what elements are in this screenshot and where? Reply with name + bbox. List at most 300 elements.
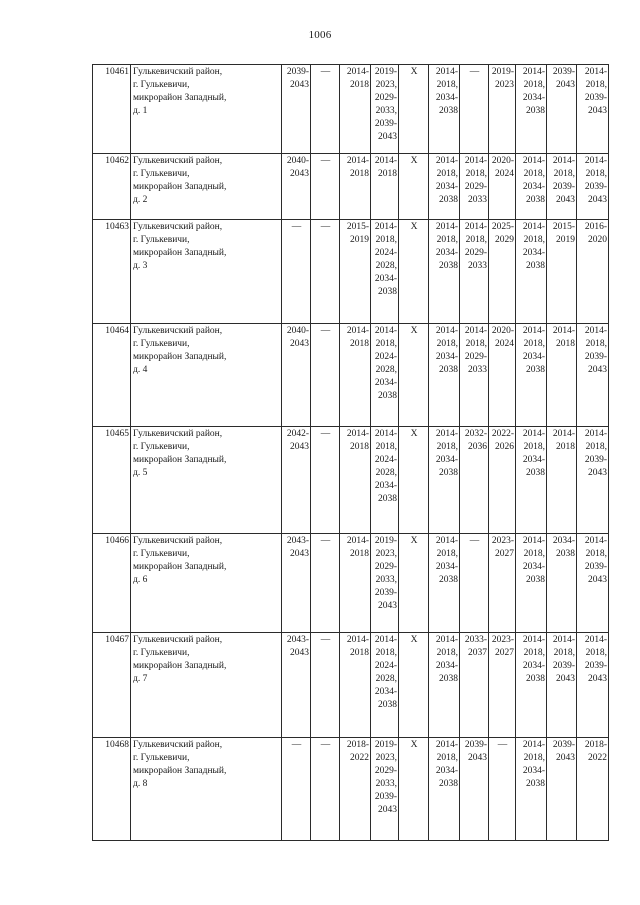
work-period-line: 2033- <box>464 635 487 645</box>
work-period-cell <box>371 324 399 427</box>
work-period-line: 2038 <box>526 261 545 271</box>
table-row <box>93 154 609 220</box>
work-period-line: 2019- <box>374 536 397 546</box>
address-line: Гулькевичский район, <box>133 536 223 546</box>
work-period-line: 2014- <box>522 326 545 336</box>
work-period-cell <box>340 220 371 324</box>
work-period-cell <box>340 65 371 154</box>
work-period-line: 2034- <box>435 352 458 362</box>
work-period-line: 2022 <box>350 753 369 763</box>
work-period-line: 2027 <box>495 648 514 658</box>
work-period-cell <box>429 324 460 427</box>
address-line: Гулькевичский район, <box>133 429 223 439</box>
address-line: микрорайон Западный, <box>133 455 227 465</box>
work-period-cell <box>371 427 399 534</box>
work-period-cell <box>489 534 516 633</box>
work-period-line: 2018 <box>350 648 369 658</box>
address-cell <box>131 220 282 324</box>
work-period-cell <box>547 154 577 220</box>
work-period-line: 2018, <box>585 549 607 559</box>
work-period-line: 2028, <box>375 674 397 684</box>
work-period-line: 2018, <box>523 339 545 349</box>
work-period-line: 2024- <box>374 455 397 465</box>
work-period-cell <box>311 65 340 154</box>
address-line: д. 7 <box>133 674 148 684</box>
work-period-line: 2018 <box>556 339 575 349</box>
work-period-line: 2029- <box>464 248 487 258</box>
work-period-line: 2018, <box>523 169 545 179</box>
work-period-line: 2024- <box>374 248 397 258</box>
work-period-cell <box>516 633 547 738</box>
work-period-line: — <box>291 740 302 750</box>
work-period-cell <box>516 427 547 534</box>
record-number-cell: 10468 <box>93 738 131 841</box>
work-period-line: 2043 <box>556 80 575 90</box>
work-period-cell <box>429 738 460 841</box>
work-period-cell <box>282 220 311 324</box>
work-period-line: 2025- <box>491 222 514 232</box>
work-period-line: 2020- <box>491 326 514 336</box>
work-period-line: 2014- <box>346 429 369 439</box>
work-period-cell <box>282 534 311 633</box>
work-period-line: 2014- <box>346 326 369 336</box>
work-period-line: 2028, <box>375 261 397 271</box>
work-period-line: 2043 <box>378 601 397 611</box>
work-period-line: 2023, <box>375 753 397 763</box>
record-number-cell: 10465 <box>93 427 131 534</box>
work-period-line: — <box>320 156 331 166</box>
work-period-line: 2018, <box>553 648 575 658</box>
work-period-line: X <box>410 635 418 645</box>
work-period-line: 2029- <box>464 352 487 362</box>
work-period-cell <box>460 738 489 841</box>
table-row <box>93 427 609 534</box>
address-line: микрорайон Западный, <box>133 562 227 572</box>
work-period-line: 2014- <box>464 326 487 336</box>
work-period-line: 2034- <box>435 455 458 465</box>
work-period-cell <box>399 738 429 841</box>
work-period-line: 2038 <box>439 195 458 205</box>
record-number-cell: 10467 <box>93 633 131 738</box>
work-period-line: 2043 <box>588 195 607 205</box>
work-period-line: 2038 <box>378 700 397 710</box>
work-period-line: 2038 <box>439 106 458 116</box>
work-period-cell <box>371 633 399 738</box>
work-period-line: 2037 <box>468 648 487 658</box>
work-period-line: 2018 <box>350 339 369 349</box>
work-period-line: 2022 <box>588 753 607 763</box>
work-period-cell <box>429 154 460 220</box>
work-period-line: 2014- <box>584 67 607 77</box>
work-period-line: 2043 <box>556 753 575 763</box>
work-period-line: 2018, <box>523 753 545 763</box>
work-period-line: 2014- <box>435 326 458 336</box>
work-period-line: — <box>320 536 331 546</box>
address-line: г. Гулькевичи, <box>133 549 190 559</box>
address-line: д. 5 <box>133 468 148 478</box>
work-period-line: — <box>320 326 331 336</box>
work-period-cell <box>311 738 340 841</box>
address-line: микрорайон Западный, <box>133 93 227 103</box>
work-period-line: 2043 <box>588 674 607 684</box>
work-period-line: 2026 <box>495 442 514 452</box>
work-period-line: 2018 <box>556 442 575 452</box>
work-period-line: X <box>410 536 418 546</box>
address-line: микрорайон Западный, <box>133 661 227 671</box>
work-period-line: 2018, <box>465 169 487 179</box>
work-period-line: 2018, <box>585 339 607 349</box>
work-period-line: — <box>320 740 331 750</box>
address-cell <box>131 534 282 633</box>
work-period-line: 2018 <box>378 169 397 179</box>
work-period-line: 2034- <box>522 248 545 258</box>
work-period-line: 2043 <box>556 195 575 205</box>
work-period-line: 2034- <box>552 536 575 546</box>
work-period-line: 2019- <box>374 740 397 750</box>
work-period-line: 2018, <box>523 648 545 658</box>
work-period-line: 2029- <box>374 93 397 103</box>
work-period-cell <box>340 633 371 738</box>
work-period-line: 2038 <box>526 365 545 375</box>
work-period-cell <box>429 427 460 534</box>
work-period-line: 2039- <box>584 562 607 572</box>
work-period-line: 2014- <box>552 635 575 645</box>
work-period-line: 2039- <box>584 352 607 362</box>
work-period-line: 2033, <box>375 575 397 585</box>
work-period-line: 2039- <box>374 119 397 129</box>
work-period-line: 2022- <box>491 429 514 439</box>
work-period-line: 2038 <box>378 287 397 297</box>
work-period-line: 2034- <box>435 661 458 671</box>
work-period-line: 2018, <box>436 235 458 245</box>
work-period-line: 2033 <box>468 261 487 271</box>
work-period-cell <box>460 324 489 427</box>
work-period-line: 2014- <box>584 326 607 336</box>
work-period-line: 2038 <box>439 779 458 789</box>
work-period-cell <box>282 65 311 154</box>
work-period-cell <box>516 534 547 633</box>
record-number-cell: 10463 <box>93 220 131 324</box>
work-period-cell <box>489 633 516 738</box>
work-period-cell <box>489 738 516 841</box>
work-period-cell <box>460 427 489 534</box>
work-period-line: — <box>320 67 331 77</box>
work-period-line: 2036 <box>468 442 487 452</box>
work-period-line: 2014- <box>435 429 458 439</box>
work-period-cell <box>282 324 311 427</box>
work-period-cell <box>340 154 371 220</box>
address-line: Гулькевичский район, <box>133 156 223 166</box>
work-period-cell <box>340 534 371 633</box>
work-period-cell <box>399 220 429 324</box>
work-period-line: 2014- <box>522 635 545 645</box>
work-period-line: 2018, <box>465 339 487 349</box>
address-cell <box>131 154 282 220</box>
work-period-line: 2014- <box>522 222 545 232</box>
address-line: д. 8 <box>133 779 148 789</box>
work-period-line: 2039- <box>552 182 575 192</box>
work-period-line: 2038 <box>526 779 545 789</box>
address-cell <box>131 65 282 154</box>
work-period-cell <box>516 324 547 427</box>
work-period-line: 2018 <box>350 442 369 452</box>
work-period-cell <box>547 738 577 841</box>
work-period-line: 2014- <box>584 429 607 439</box>
work-period-line: 2015- <box>346 222 369 232</box>
work-period-line: 2018 <box>350 549 369 559</box>
work-period-line: 2038 <box>378 391 397 401</box>
work-period-line: 2038 <box>526 106 545 116</box>
work-period-cell <box>577 65 609 154</box>
address-line: Гулькевичский район, <box>133 326 223 336</box>
work-period-line: 2018, <box>436 169 458 179</box>
work-period-cell <box>516 65 547 154</box>
work-period-line: 2018- <box>346 740 369 750</box>
work-period-line: 2034- <box>374 378 397 388</box>
work-period-line: 2043 <box>378 132 397 142</box>
work-period-line: 2033, <box>375 106 397 116</box>
work-period-line: 2034- <box>374 274 397 284</box>
address-cell <box>131 738 282 841</box>
work-period-line: 2019 <box>556 235 575 245</box>
work-period-line: 2034- <box>522 766 545 776</box>
work-period-line: 2014- <box>552 326 575 336</box>
work-period-line: 2014- <box>584 635 607 645</box>
work-period-line: 2014- <box>435 536 458 546</box>
work-period-cell <box>311 154 340 220</box>
work-period-line: 2038 <box>526 575 545 585</box>
work-period-cell <box>311 324 340 427</box>
work-period-line: 2023, <box>375 549 397 559</box>
work-period-line: X <box>410 67 418 77</box>
work-period-cell <box>489 427 516 534</box>
record-number-cell: 10461 <box>93 65 131 154</box>
work-period-line: 2043 <box>588 106 607 116</box>
work-period-cell <box>547 324 577 427</box>
work-period-line: X <box>410 740 418 750</box>
work-period-line: 2029- <box>464 182 487 192</box>
work-period-cell <box>460 154 489 220</box>
work-period-cell <box>371 154 399 220</box>
work-period-cell <box>489 65 516 154</box>
address-line: д. 3 <box>133 261 148 271</box>
work-period-line: — <box>469 67 480 77</box>
work-period-line: 2023- <box>491 635 514 645</box>
work-period-line: 2039- <box>584 455 607 465</box>
address-line: г. Гулькевичи, <box>133 648 190 658</box>
work-period-line: 2020 <box>588 235 607 245</box>
address-line: г. Гулькевичи, <box>133 339 190 349</box>
work-period-line: 2014- <box>435 156 458 166</box>
work-period-cell <box>340 738 371 841</box>
work-period-line: 2014- <box>435 635 458 645</box>
address-line: микрорайон Западный, <box>133 766 227 776</box>
table-row <box>93 534 609 633</box>
work-period-cell <box>547 220 577 324</box>
work-period-line: 2014- <box>522 740 545 750</box>
work-period-line: 2043 <box>290 549 309 559</box>
work-period-line: 2038 <box>439 365 458 375</box>
work-period-line: 2034- <box>374 687 397 697</box>
address-cell <box>131 324 282 427</box>
work-period-line: 2018, <box>523 442 545 452</box>
work-period-cell <box>577 154 609 220</box>
work-period-line: 2018, <box>585 80 607 90</box>
work-period-line: 2014- <box>435 222 458 232</box>
work-period-line: 2043 <box>290 339 309 349</box>
work-period-cell <box>311 427 340 534</box>
address-line: микрорайон Западный, <box>133 352 227 362</box>
address-line: Гулькевичский район, <box>133 222 223 232</box>
address-cell <box>131 427 282 534</box>
work-period-line: 2038 <box>556 549 575 559</box>
address-line: Гулькевичский район, <box>133 67 223 77</box>
work-period-line: 2040- <box>286 156 309 166</box>
record-number-cell: 10466 <box>93 534 131 633</box>
work-period-line: 2029 <box>495 235 514 245</box>
work-period-cell <box>371 534 399 633</box>
work-period-line: X <box>410 429 418 439</box>
work-period-line: 2018, <box>585 442 607 452</box>
work-period-line: 2014- <box>435 740 458 750</box>
address-line: г. Гулькевичи, <box>133 80 190 90</box>
work-period-line: X <box>410 156 418 166</box>
work-period-line: 2034- <box>435 248 458 258</box>
work-period-line: 2014- <box>584 536 607 546</box>
work-period-line: 2034- <box>435 93 458 103</box>
work-period-cell <box>460 220 489 324</box>
work-period-line: 2014- <box>346 156 369 166</box>
work-period-line: 2038 <box>526 674 545 684</box>
address-line: д. 4 <box>133 365 148 375</box>
work-period-line: 2032- <box>464 429 487 439</box>
register-table <box>92 64 609 841</box>
work-period-line: — <box>320 222 331 232</box>
work-period-line: 2014- <box>552 429 575 439</box>
work-period-line: 2014- <box>374 635 397 645</box>
table-row <box>93 633 609 738</box>
work-period-line: 2018, <box>436 648 458 658</box>
work-period-line: 2039- <box>584 661 607 671</box>
work-period-cell <box>340 427 371 534</box>
work-period-cell <box>460 65 489 154</box>
work-period-line: 2020- <box>491 156 514 166</box>
work-period-line: 2015- <box>552 222 575 232</box>
work-period-line: 2014- <box>374 156 397 166</box>
work-period-cell <box>577 633 609 738</box>
work-period-line: 2034- <box>374 481 397 491</box>
work-period-cell <box>282 154 311 220</box>
work-period-cell <box>371 220 399 324</box>
work-period-line: 2014- <box>374 326 397 336</box>
table-row <box>93 65 609 154</box>
work-period-line: 2034- <box>435 562 458 572</box>
work-period-cell <box>489 220 516 324</box>
table-row <box>93 220 609 324</box>
work-period-line: 2018, <box>465 235 487 245</box>
work-period-line: 2018, <box>436 753 458 763</box>
register-body <box>93 65 609 841</box>
page-number: 1006 <box>308 29 332 41</box>
work-period-line: 2014- <box>346 635 369 645</box>
work-period-cell <box>547 65 577 154</box>
work-period-line: 2019 <box>350 235 369 245</box>
work-period-line: 2014- <box>522 536 545 546</box>
work-period-line: 2014- <box>584 156 607 166</box>
work-period-line: 2018, <box>436 339 458 349</box>
work-period-line: 2023- <box>491 536 514 546</box>
work-period-line: 2039- <box>552 67 575 77</box>
work-period-line: 2038 <box>439 575 458 585</box>
work-period-cell <box>399 65 429 154</box>
work-period-cell <box>516 738 547 841</box>
work-period-cell <box>282 738 311 841</box>
work-period-line: 2039- <box>374 792 397 802</box>
work-period-line: 2043 <box>556 674 575 684</box>
work-period-cell <box>399 427 429 534</box>
work-period-line: 2034- <box>522 562 545 572</box>
address-line: микрорайон Западный, <box>133 182 227 192</box>
work-period-cell <box>429 633 460 738</box>
work-period-line: 2034- <box>522 182 545 192</box>
work-period-cell <box>399 154 429 220</box>
work-period-line: X <box>410 222 418 232</box>
work-period-cell <box>311 534 340 633</box>
work-period-line: 2027 <box>495 549 514 559</box>
work-period-line: 2019- <box>374 67 397 77</box>
work-period-line: 2039- <box>464 740 487 750</box>
work-period-line: 2038 <box>378 494 397 504</box>
work-period-line: 2019- <box>491 67 514 77</box>
work-period-line: 2018, <box>375 442 397 452</box>
work-period-cell <box>429 220 460 324</box>
work-period-line: 2039- <box>552 740 575 750</box>
work-period-line: 2042- <box>286 429 309 439</box>
work-period-line: 2039- <box>374 588 397 598</box>
work-period-line: 2038 <box>439 468 458 478</box>
address-line: микрорайон Западный, <box>133 248 227 258</box>
work-period-line: 2029- <box>374 562 397 572</box>
work-period-line: — <box>320 429 331 439</box>
table-row <box>93 738 609 841</box>
work-period-line: 2043 <box>290 80 309 90</box>
work-period-line: — <box>291 222 302 232</box>
work-period-line: 2043 <box>468 753 487 763</box>
work-period-line: 2034- <box>435 182 458 192</box>
work-period-cell <box>371 65 399 154</box>
work-period-line: 2038 <box>526 468 545 478</box>
work-period-line: 2014- <box>374 429 397 439</box>
work-period-line: 2039- <box>584 93 607 103</box>
work-period-line: 2043 <box>588 575 607 585</box>
work-period-line: 2029- <box>374 766 397 776</box>
work-period-cell <box>577 534 609 633</box>
work-period-line: 2039- <box>552 661 575 671</box>
work-period-line: 2043 <box>588 365 607 375</box>
work-period-cell <box>429 534 460 633</box>
work-period-line: 2018, <box>375 339 397 349</box>
address-line: д. 2 <box>133 195 148 205</box>
work-period-line: 2034- <box>522 93 545 103</box>
work-period-line: 2018, <box>523 80 545 90</box>
address-line: д. 6 <box>133 575 148 585</box>
work-period-line: 2040- <box>286 326 309 336</box>
work-period-line: 2043 <box>378 805 397 815</box>
work-period-line: 2014- <box>435 67 458 77</box>
work-period-cell <box>399 534 429 633</box>
work-period-line: X <box>410 326 418 336</box>
work-period-line: 2039- <box>286 67 309 77</box>
